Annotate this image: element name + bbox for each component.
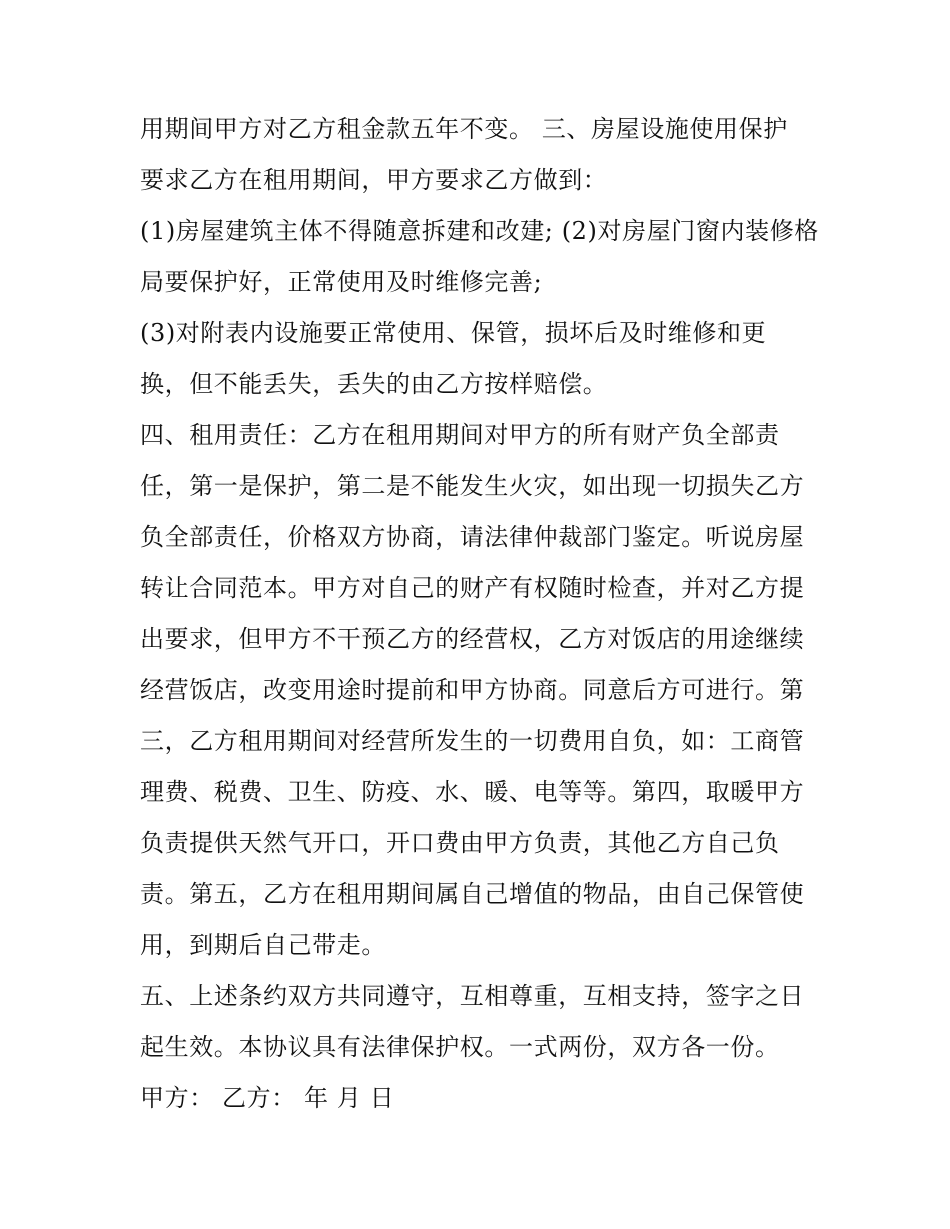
text-line: (1)房屋建筑主体不得随意拆建和改建; (2)对房屋门窗内装修格 — [140, 217, 819, 245]
text-line: 用期间甲方对乙方租金款五年不变。 三、房屋设施使用保护 — [140, 115, 788, 143]
text-line: 经营饭店，改变用途时提前和甲方协商。同意后方可进行。第 — [140, 676, 805, 704]
text-line: 四、租用责任：乙方在租用期间对甲方的所有财产负全部责 — [140, 421, 780, 449]
text-line: 转让合同范本。甲方对自己的财产有权随时检查，并对乙方提 — [140, 574, 805, 602]
text-line: 局要保护好，正常使用及时维修完善; — [140, 268, 543, 296]
text-line: 换，但不能丢失，丢失的由乙方按样赔偿。 — [140, 370, 608, 398]
text-line: 起生效。本协议具有法律保护权。一式两份，双方各一份。 — [140, 1033, 780, 1061]
text-line: 理费、税费、卫生、防疫、水、暖、电等等。第四，取暖甲方 — [140, 778, 805, 806]
text-line: (3)对附表内设施要正常使用、保管，损坏后及时维修和更 — [140, 319, 767, 347]
text-line: 要求乙方在租用期间，甲方要求乙方做到： — [140, 166, 608, 194]
text-line: 责。第五，乙方在租用期间属自己增值的物品，由自己保管使 — [140, 880, 805, 908]
text-line: 五、上述条约双方共同遵守，互相尊重，互相支持，签字之日 — [140, 982, 805, 1010]
text-line: 任，第一是保护，第二是不能发生火灾，如出现一切损失乙方 — [140, 472, 805, 500]
text-line: 负责提供天然气开口，开口费由甲方负责，其他乙方自己负 — [140, 829, 780, 857]
contract-body — [140, 104, 830, 1124]
signature-line: 甲方： 乙方： 年 月 日 — [140, 1084, 395, 1112]
text-line: 负全部责任，价格双方协商，请法律仲裁部门鉴定。听说房屋 — [140, 523, 805, 551]
text-line: 三，乙方租用期间对经营所发生的一切费用自负，如：工商管 — [140, 727, 805, 755]
text-line: 出要求，但甲方不干预乙方的经营权，乙方对饭店的用途继续 — [140, 625, 805, 653]
text-line: 用，到期后自己带走。 — [140, 931, 386, 959]
